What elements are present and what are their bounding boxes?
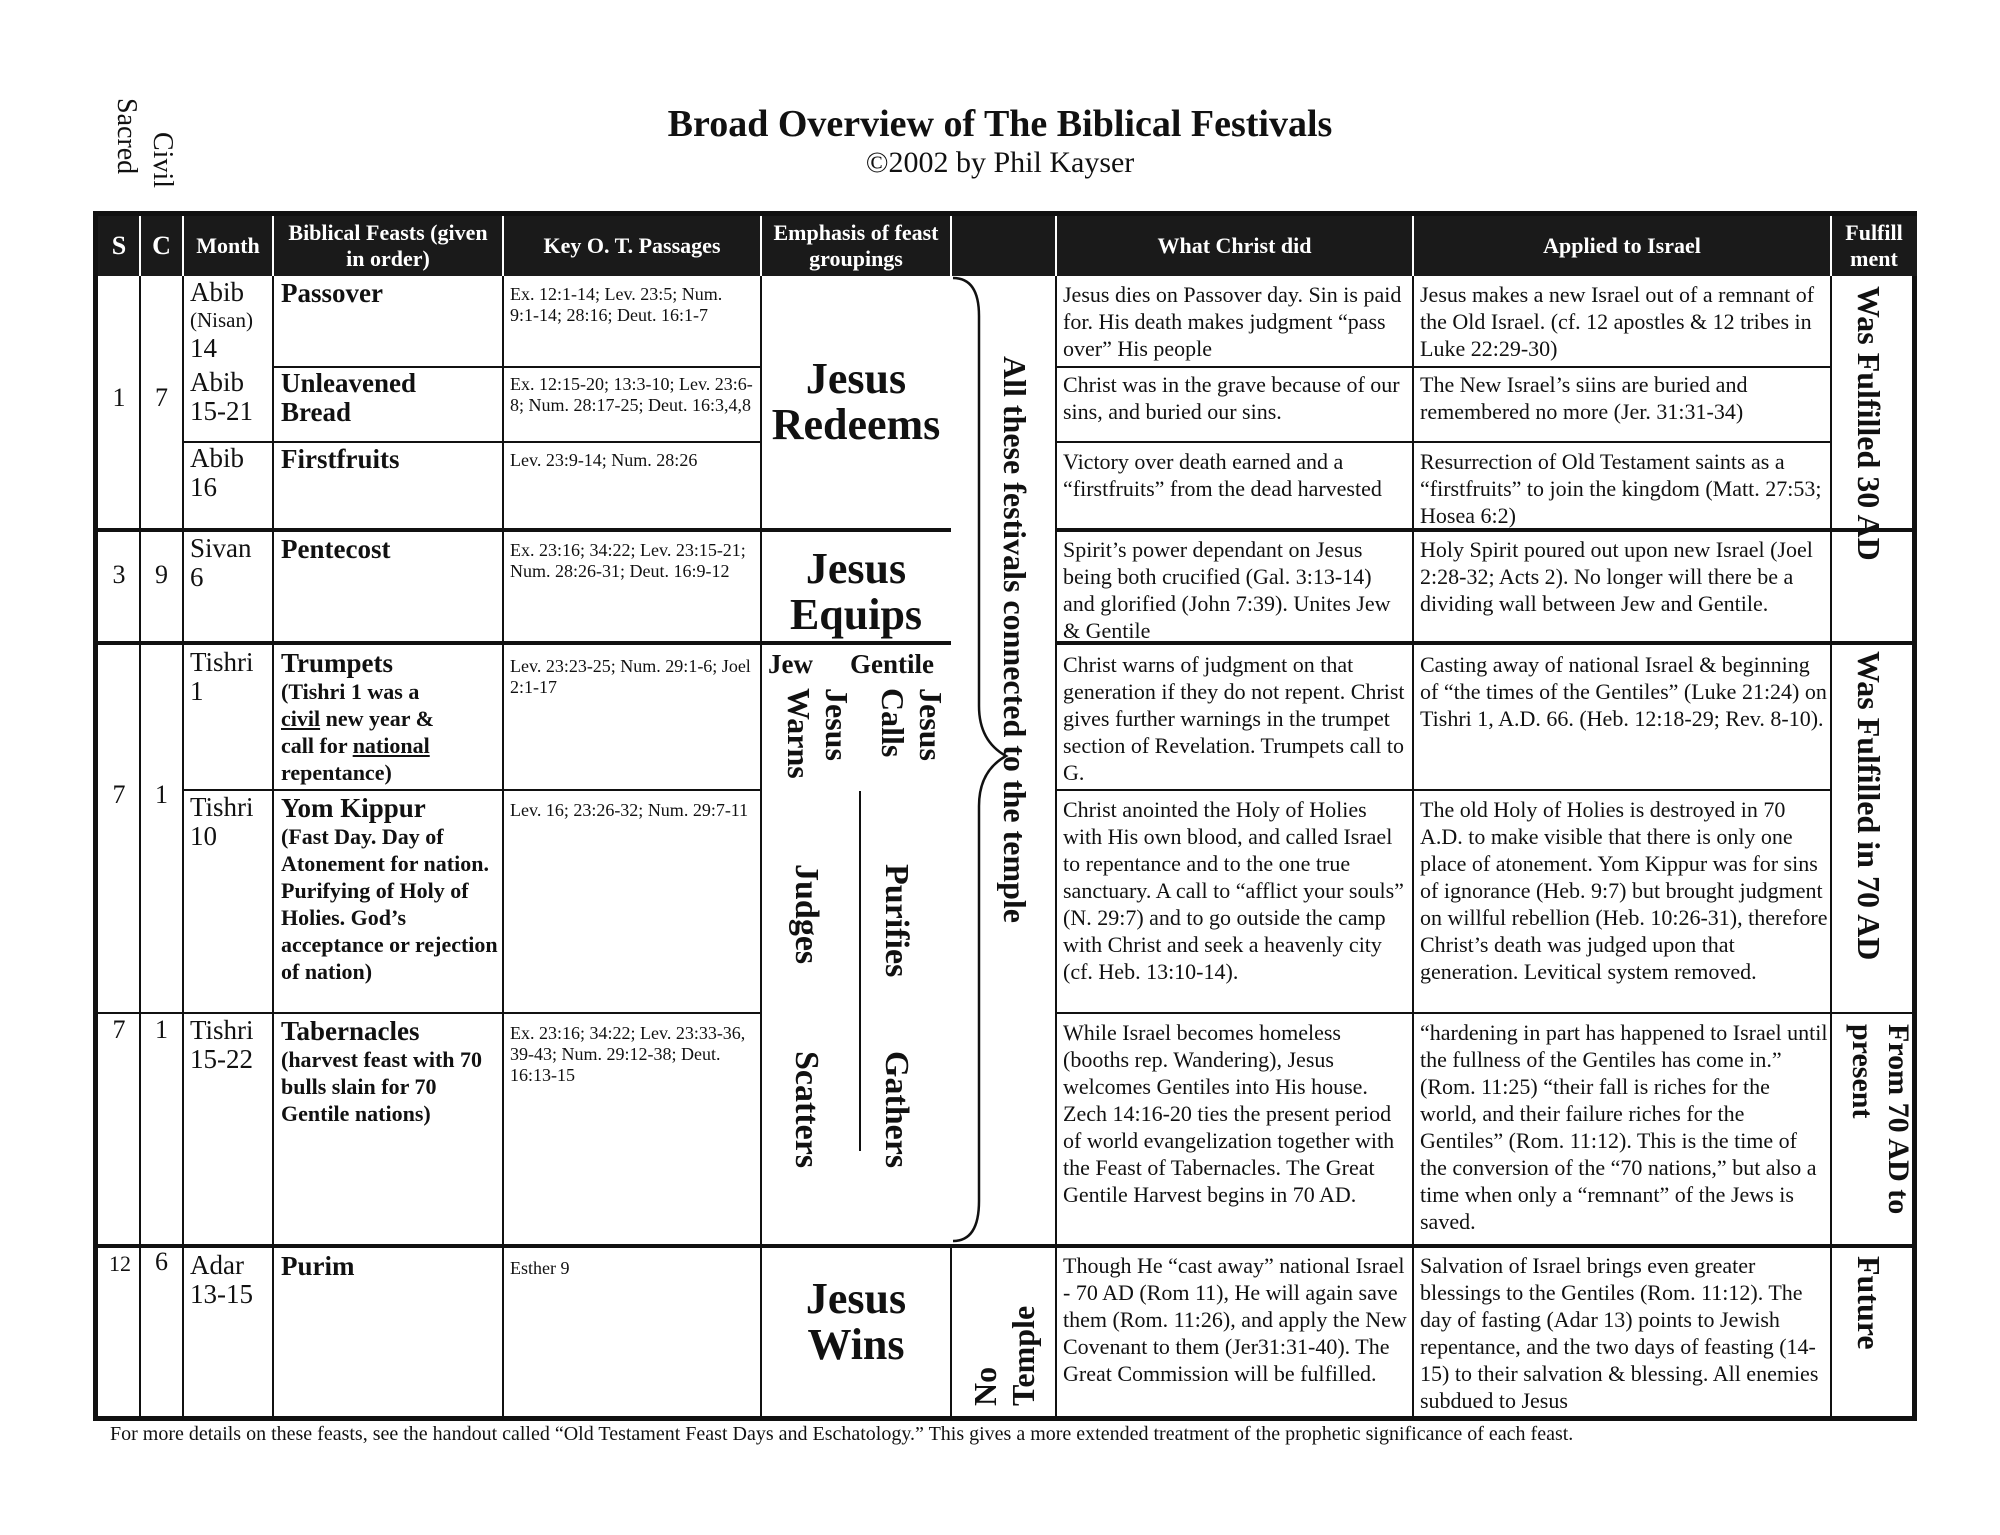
civil-month-purim: 6 xyxy=(155,1247,168,1276)
header-divider xyxy=(950,216,952,276)
israel-trumpets: Casting away of national Israel & beginning of “the times of the Gentiles” (Luke 21:24) on Tishri 1, A.D. 66. (Heb. 12:18-29; Rev. 8-10). xyxy=(1420,652,1827,731)
feast-purim: Purim xyxy=(281,1251,355,1281)
emphasis-line1: Jesus xyxy=(805,354,907,403)
fulfilled-present: From 70 AD to present xyxy=(1846,1024,1915,1215)
sacred-label: Sacred xyxy=(111,98,142,175)
month-name: Tishri xyxy=(190,792,254,822)
header-divider xyxy=(182,216,184,276)
month-day: 6 xyxy=(190,562,204,592)
christ-trumpets: Christ warns of judgment on that generation if they do not repent. Christ gives further warnings in the trumpet section of Revelation. Trumpets call to G. xyxy=(1063,652,1405,785)
passage-tabernacles: Ex. 23:16; 34:22; Lev. 23:33-36, 39-43; Num. 29:12-38; Deut. 16:13-15 xyxy=(510,1023,746,1085)
month-purim xyxy=(190,1251,272,1309)
jew-gentile-divider xyxy=(859,791,861,1151)
page-subtitle: ©2002 by Phil Kayser xyxy=(865,146,1135,179)
header-s: S xyxy=(98,216,140,276)
feast-name-line2: Bread xyxy=(281,397,352,427)
group-divider xyxy=(98,641,951,645)
passage-purim: Esther 9 xyxy=(510,1258,570,1278)
emphasis-line2: Wins xyxy=(807,1320,905,1369)
emphasis-redeems xyxy=(761,356,951,448)
passage-pentecost: Ex. 23:16; 34:22; Lev. 23:15-21; Num. 28:26-31; Deut. 16:9-12 xyxy=(510,540,746,581)
feast-firstfruits: Firstfruits xyxy=(281,444,400,474)
israel-tabernacles: “hardening in part has happened to Israel until the fullness of the Gentiles has come in.” (Rom. 11:25) “their fall is riches for the world, and their failure riches for the Gentiles” (Rom. 11:12). This is the time of the conversion of the “70 nations,” but also a time when only a “remnant” of the Jews is saved. xyxy=(1420,1020,1828,1234)
christ-firstfruits: Victory over death earned and a “firstfruits” from the dead harvested xyxy=(1063,449,1382,501)
christ-purim: Though He “cast away” national Israel - 70 AD (Rom 11), He will again save them (Rom. 11:26), and apply the New Covenant to them (Jer31:31-40). The Great Commission will be fulfilled. xyxy=(1063,1253,1407,1386)
emphasis-line1: Jesus xyxy=(805,1274,907,1323)
passage-unleavened: Ex. 12:15-20; 13:3-10; Lev. 23:6-8; Num. 28:17-25; Deut. 16:3,4,8 xyxy=(510,374,753,415)
sacred-month-unleavened: 1 xyxy=(112,383,126,412)
row-divider xyxy=(1056,441,1831,443)
month-name: Tishri xyxy=(190,1015,254,1045)
israel-firstfruits: Resurrection of Old Testament saints as a “firstfruits” to join the kingdom (Matt. 27:53; Hosea 6:2) xyxy=(1420,449,1822,528)
emphasis-line1: Jesus xyxy=(805,544,907,593)
column-divider xyxy=(272,276,274,1421)
row-divider xyxy=(98,1012,761,1014)
month-tabernacles xyxy=(190,1016,272,1074)
fulfilled-70ad: Was Fulfilled in 70 AD xyxy=(1851,651,1887,961)
passage-passover: Ex. 12:1-14; Lev. 23:5; Num. 9:1-14; 28:16; Deut. 16:1-7 xyxy=(510,284,723,325)
header-passages: Key O. T. Passages xyxy=(503,216,761,276)
header-fulfillment: Fulfill ment xyxy=(1831,216,1917,276)
feast-name: Tabernacles xyxy=(281,1016,420,1046)
christ-pentecost: Spirit’s power dependant on Jesus being both crucified (Gal. 3:13-14) and glorified (John 7:39). Unites Jew & Gentile xyxy=(1063,537,1391,643)
emphasis-gentile-heading: Gentile xyxy=(850,649,934,679)
feast-unleavened xyxy=(281,369,501,427)
month-day: 15-21 xyxy=(190,396,253,426)
header-divider xyxy=(760,216,762,276)
month-trumpets xyxy=(190,648,272,706)
fulfilled-30ad: Was Fulfilled 30 AD xyxy=(1851,286,1887,561)
row-divider xyxy=(183,441,761,443)
festivals-table xyxy=(93,211,1917,1421)
passage-trumpets: Lev. 23:23-25; Num. 29:1-6; Joel 2:1-17 xyxy=(510,656,751,697)
header-emphasis: Emphasis of feast groupings xyxy=(761,216,951,276)
feast-pentecost: Pentecost xyxy=(281,534,391,564)
christ-passover: Jesus dies on Passover day. Sin is paid for. His death makes judgment “pass over” His people xyxy=(1063,282,1402,361)
emphasis-wins xyxy=(761,1276,951,1368)
emphasis-gathers: Gathers xyxy=(878,1051,915,1169)
passage-yomkippur: Lev. 16; 23:26-32; Num. 29:7-11 xyxy=(510,800,749,820)
row-divider xyxy=(1056,1012,1917,1014)
note-text: new year & xyxy=(320,706,434,731)
group-divider xyxy=(98,528,951,532)
note-text: call for xyxy=(281,733,353,758)
christ-tabernacles: While Israel becomes homeless (booths rep. Wandering), Jesus welcomes Gentiles into His house. Zech 14:16-20 ties the present period of world evangelization together with the Feast of Tabernacles. The Great Gentile Harvest begins in 70 AD. xyxy=(1063,1020,1395,1207)
row-divider xyxy=(183,789,761,791)
emphasis-purifies: Purifies xyxy=(878,864,915,978)
month-day: 16 xyxy=(190,472,217,502)
month-pentecost xyxy=(190,534,272,592)
header-c: C xyxy=(140,216,183,276)
israel-passover: Jesus makes a new Israel out of a remnant of the Old Israel. (cf. 12 apostles & 12 tribes in Luke 22:29-30) xyxy=(1420,282,1815,361)
israel-pentecost: Holy Spirit poured out upon new Israel (Joel 2:28-32; Acts 2). No longer will there be a dividing wall between Jew and Gentile. xyxy=(1420,537,1813,616)
footer-note: For more details on these feasts, see the handout called “Old Testament Feast Days and Eschatology.” This gives a more extended treatment of the prophetic significance of each feast. xyxy=(110,1423,1574,1445)
note-underlined: civil xyxy=(281,706,321,731)
passage-firstfruits: Lev. 23:9-14; Num. 28:26 xyxy=(510,450,698,470)
column-divider xyxy=(1412,276,1414,1421)
month-name: Abib xyxy=(190,443,244,473)
feast-name: Trumpets xyxy=(281,648,393,678)
emphasis-scatters: Scatters xyxy=(788,1051,825,1169)
sacred-month-trumpets: 7 xyxy=(112,780,126,809)
month-name: Adar xyxy=(190,1250,244,1280)
sacred-month-purim: 12 xyxy=(109,1251,131,1276)
header-divider xyxy=(1412,216,1414,276)
month-day: 1 xyxy=(190,676,204,706)
header-divider xyxy=(1830,216,1832,276)
header-divider xyxy=(502,216,504,276)
emphasis-judges: Judges xyxy=(788,864,825,965)
header-israel: Applied to Israel xyxy=(1413,216,1831,276)
feast-note: (harvest feast with 70 bulls slain for 70 Gentile nations) xyxy=(281,1047,483,1126)
feast-name-line1: Unleavened xyxy=(281,368,416,398)
emphasis-equips xyxy=(761,546,951,638)
month-name: Sivan xyxy=(190,533,252,563)
month-yomkippur xyxy=(190,793,272,851)
feast-trumpets xyxy=(281,649,501,786)
month-firstfruits xyxy=(190,444,272,502)
temple-connected-label: All these festivals connected to the temple xyxy=(997,356,1033,923)
civil-month-tabernacles: 1 xyxy=(155,1015,168,1044)
civil-month-pentecost: 9 xyxy=(155,560,168,589)
feast-passover: Passover xyxy=(281,278,383,308)
christ-unleavened: Christ was in the grave because of our sins, and buried our sins. xyxy=(1063,372,1400,424)
month-name: Tishri xyxy=(190,647,254,677)
feast-note xyxy=(281,678,501,786)
israel-purim: Salvation of Israel brings even greater blessings to the Gentiles (Rom. 11:12). The day of fasting (Adar 13) points to Jewish repentance, and the two days of feasting (14-15) to their salvation & blessing. All enemies subdued to Jesus xyxy=(1420,1253,1819,1413)
no-temple-label: No Temple xyxy=(967,1305,1041,1406)
column-divider xyxy=(502,276,504,1421)
page-title: Broad Overview of The Biblical Festivals xyxy=(667,103,1333,145)
month-unleavened xyxy=(190,368,272,426)
civil-label: Civil xyxy=(147,132,178,189)
month-name: Abib xyxy=(190,277,244,307)
feast-yomkippur xyxy=(281,794,501,985)
month-day: 10 xyxy=(190,821,217,851)
feast-note: (Fast Day. Day of Atonement for nation. Purifying of Holy of Holies. God’s acceptance or rejection of nation) xyxy=(281,824,498,984)
note-text: (Tishri 1 was a xyxy=(281,679,420,704)
emphasis-jesus-warns: Jesus Warns xyxy=(781,688,855,779)
month-day: 15-22 xyxy=(190,1044,253,1074)
christ-yomkippur: Christ anointed the Holy of Holies with His own blood, and called Israel to repentance and to the one true sanctuary. A call to “afflict your souls” (N. 29:7) and to go outside the camp with Christ and seek a heavenly city (cf. Heb. 13:10-14). xyxy=(1063,797,1404,984)
emphasis-jesus-calls: Jesus Calls xyxy=(875,688,949,761)
row-divider xyxy=(1056,366,1831,368)
sacred-month-pentecost: 3 xyxy=(112,560,126,589)
header-divider xyxy=(1055,216,1057,276)
column-divider xyxy=(1830,276,1832,1421)
row-divider xyxy=(1056,789,1831,791)
month-alt: (Nisan) xyxy=(190,308,253,332)
feast-name: Yom Kippur xyxy=(281,793,426,823)
month-day: 13-15 xyxy=(190,1279,253,1309)
month-name: Abib xyxy=(190,367,244,397)
month-day: 14 xyxy=(190,333,217,363)
header-divider xyxy=(139,216,141,276)
emphasis-line2: Equips xyxy=(789,590,923,639)
note-underlined: national xyxy=(352,733,430,758)
month-passover xyxy=(190,278,272,363)
header-christ: What Christ did xyxy=(1056,216,1413,276)
feast-tabernacles xyxy=(281,1017,501,1127)
civil-month-trumpets: 1 xyxy=(155,780,168,809)
header-feasts: Biblical Feasts (given in order) xyxy=(273,216,503,276)
sacred-month-tabernacles: 7 xyxy=(112,1015,126,1044)
civil-month-unleavened: 7 xyxy=(155,383,168,412)
emphasis-jew-heading: Jew xyxy=(768,649,813,679)
note-text: repentance) xyxy=(281,760,392,785)
israel-unleavened: The New Israel’s siins are buried and remembered no more (Jer. 31:31-34) xyxy=(1420,372,1748,424)
emphasis-line2: Redeems xyxy=(771,400,941,449)
israel-yomkippur: The old Holy of Holies is destroyed in 70 A.D. to make visible that there is only one place of atonement. Yom Kippur was for sins of ignorance (Heb. 9:7) but brought judgment on willful rebellion (Heb. 10:26-31), therefore Christ’s death was judged upon that generation. Levitical system removed. xyxy=(1420,797,1828,984)
fulfilled-future: Future xyxy=(1851,1256,1887,1350)
header-divider xyxy=(272,216,274,276)
header-month: Month xyxy=(183,216,273,276)
